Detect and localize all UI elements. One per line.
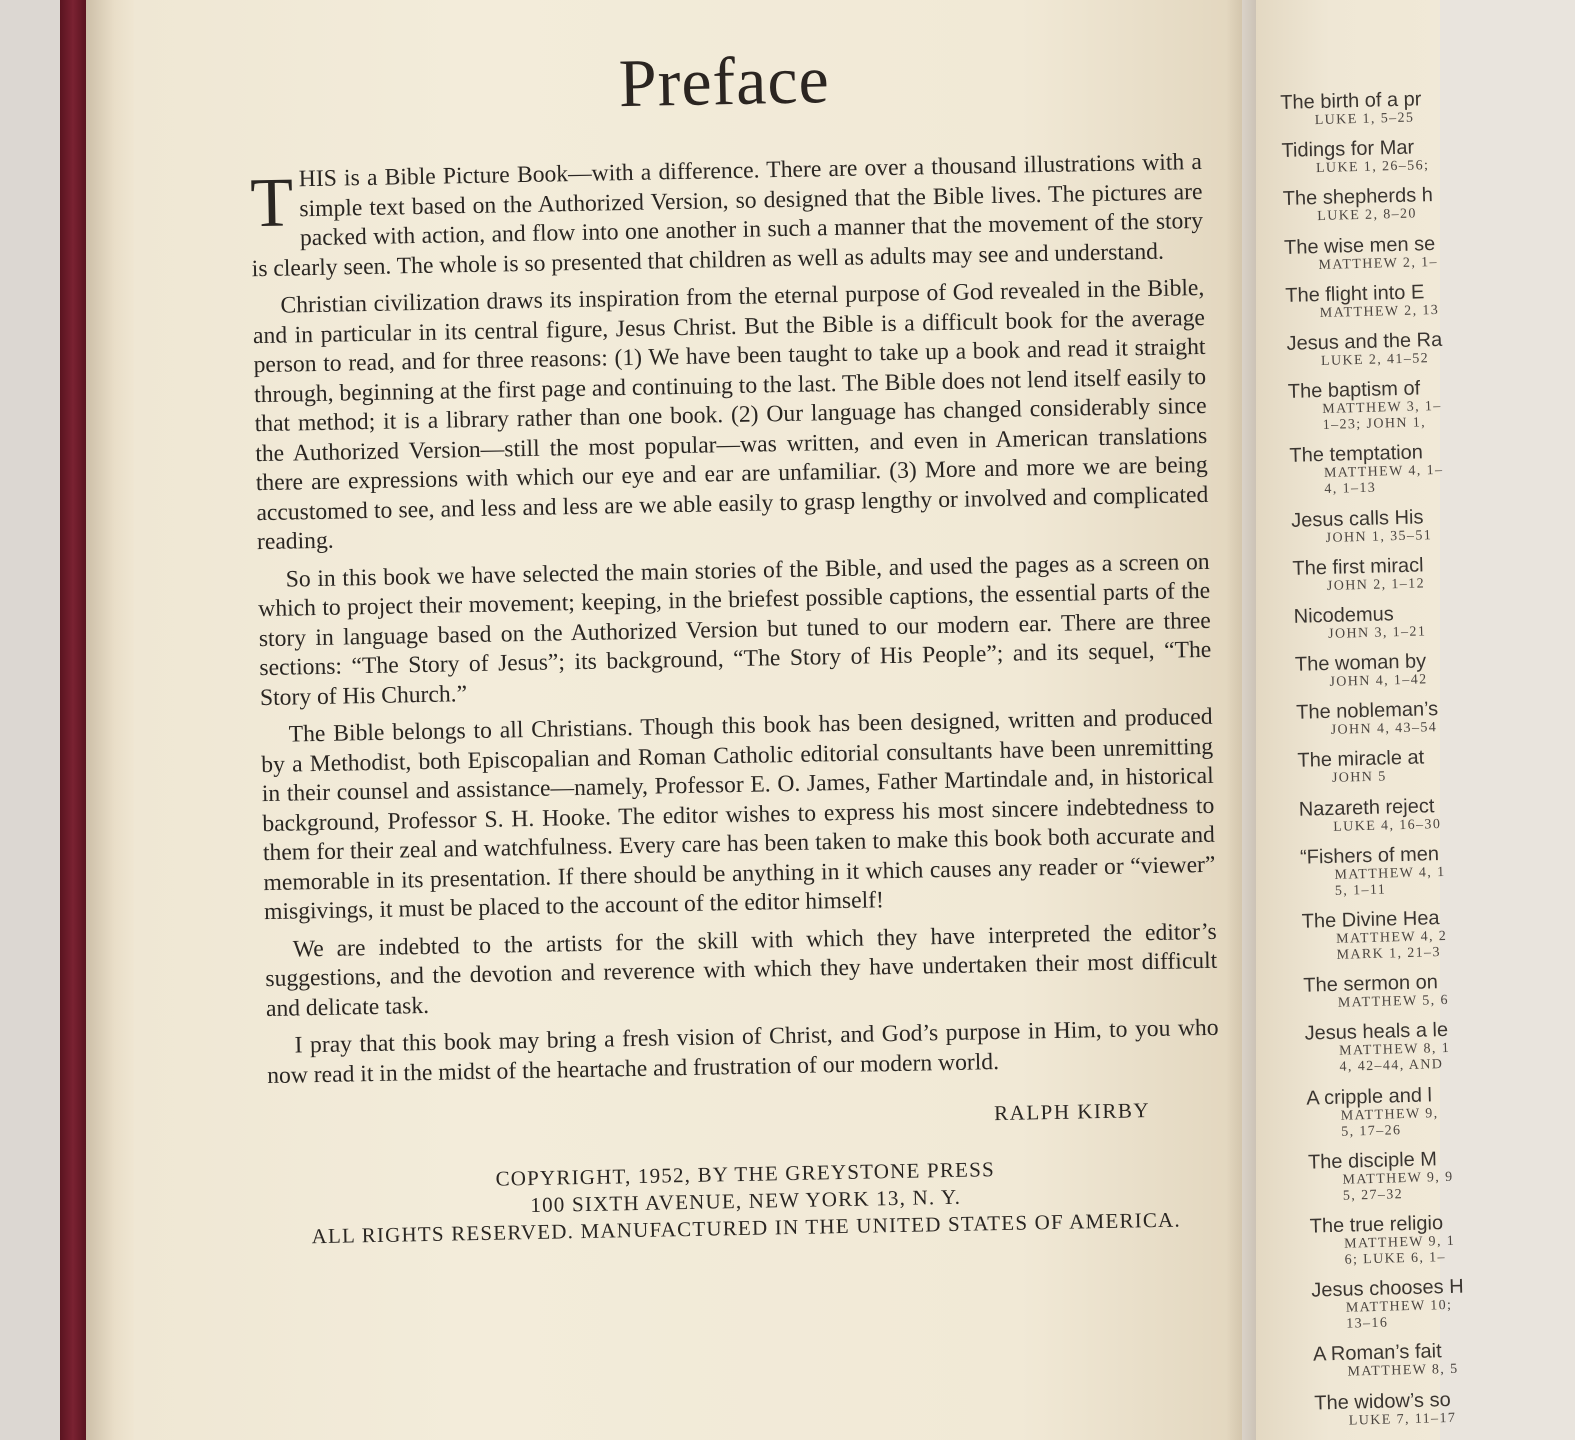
toc-entry-title: The widow’s so — [1314, 1388, 1451, 1415]
toc-entry — [1308, 1145, 1569, 1206]
toc-entry — [1288, 374, 1549, 435]
toc-entry-title: The first miracl — [1292, 554, 1424, 580]
toc-entry — [1298, 792, 1559, 837]
paragraph-3: So in this book we have selected the main stories of the Bible, and used the pages as a screen on which to project their movement; keeping, in the briefest possible captions, the essential parts of the story in language based on the Authorized Version but tuned to our modern ear. There are three sections: “The Story of Jesus”; its background, “The Story of His People”; and its sequel, “The Story of His Church.” — [258, 548, 1212, 711]
toc-entry — [1296, 695, 1557, 740]
paragraph-text: HIS is a Bible Picture Book—with a difference. There are over a thousand illustrations with a simple text based on the Authorized Version, so designed that the Bible lives. The pictures are packed with action, and flow into one another in such a manner that the movement of the story is clearly seen. The whole is so presented that children as well as adults may see and understand. — [251, 148, 1204, 282]
toc-entry — [1292, 551, 1553, 596]
right-page — [1256, 0, 1464, 1440]
toc-entry-reference: JOHN 1, 35–51 — [1325, 527, 1433, 546]
toc-entry — [1314, 1385, 1575, 1430]
toc-entry-title: Jesus heals a le — [1304, 1019, 1449, 1046]
paragraph-2: Christian civilization draws its inspiration from the eternal purpose of God revealed in the Bible, and in particular in its central figure, Jesus Christ. But the Bible is a difficult book for the average person to read, and for three reasons: (1) We have been taught to take up a book and read it straight through, beginning at the first page and continuing to the last. The Bible does not lend itself easily to that method; it is a library rather than one book. (2) Our language has changed considerably since the Authorized Version—still the most popular—was written, and even in American translations there are expressions with which our eye and ear are unfamiliar. (3) More and more we are being accustomed to see, and less and less are we able easily to grasp lengthy or involved and complicated reading. — [252, 274, 1209, 556]
page-edge — [86, 0, 134, 1440]
toc-entry — [1304, 1016, 1565, 1077]
toc-entry-reference: MATTHEW 4, 1 5, 1–11 — [1334, 864, 1446, 899]
toc-entry-reference: JOHN 4, 43–54 — [1330, 720, 1438, 739]
toc-entry-reference: MATTHEW 8, 5 — [1347, 1362, 1459, 1380]
toc-entry-title: The shepherds h — [1282, 184, 1434, 211]
toc-entry — [1306, 1080, 1567, 1141]
toc-entry-reference: MATTHEW 2, 1– — [1318, 254, 1439, 273]
toc-entry-reference: MATTHEW 9, 9 5, 27–32 — [1342, 1169, 1454, 1204]
paragraph-1 — [250, 148, 1204, 284]
paragraph-5: We are indebted to the artists for the skill with which they have interpreted the editor’s suggestions, and the devotion and reverence with which they have undertaken their most difficult and delicate task. — [265, 918, 1218, 1022]
toc-entry — [1309, 1209, 1570, 1270]
copyright-notice — [269, 1152, 1222, 1251]
toc-entry-reference: LUKE 1, 5–25 — [1314, 110, 1415, 129]
toc-entry — [1284, 230, 1545, 275]
toc-entry — [1280, 85, 1541, 130]
book-spine — [60, 0, 86, 1440]
toc-entry-title: Nicodemus — [1293, 603, 1395, 628]
toc-entry — [1289, 438, 1550, 499]
toc-entry-title: Jesus calls His — [1290, 505, 1424, 532]
page-title: Preface — [618, 41, 831, 122]
toc-entry-title: The true religio — [1309, 1212, 1444, 1238]
toc-entry-title: The wise men se — [1283, 232, 1436, 259]
signature: RALPH KIRBY — [993, 1098, 1151, 1126]
toc-entry-title: The nobleman’s — [1295, 698, 1439, 725]
toc-entry — [1295, 647, 1556, 692]
toc-entry-title: “Fishers of men — [1299, 842, 1440, 869]
toc-entry-reference: JOHN 5 — [1331, 769, 1387, 787]
toc-entry-title: The woman by — [1294, 650, 1427, 676]
toc-entry — [1281, 133, 1542, 178]
toc-entry-reference: MATTHEW 10; 13–16 — [1345, 1298, 1453, 1332]
toc-entry-title: A Roman’s fait — [1312, 1340, 1442, 1366]
toc-entry-reference: MATTHEW 3, 1– 1–23; JOHN 1, — [1322, 399, 1442, 434]
toc-entry — [1286, 326, 1547, 371]
toc-entry — [1311, 1273, 1572, 1334]
toc-entry-reference: MATTHEW 4, 2 MARK 1, 21–3 — [1336, 928, 1448, 963]
copyright-line: COPYRIGHT, 1952, BY THE GREYSTONE PRESS — [495, 1157, 996, 1191]
toc-entry — [1293, 599, 1554, 644]
paragraph-4: The Bible belongs to all Christians. Though this book has been designed, written and produced by a Methodist, both Episcopalian and Roman Catholic editorial consultants have been unremitting in their counsel and assistance—namely, Professor E. O. James, Father Martindale and, in historical background, Professor S. H. Hooke. The editor wishes to express his most sincere indebtedness to them for their zeal and watchfulness. Every care has been taken to make this book both accurate and memorable in its presentation. If there should be anything in it which causes any reader or “viewer” misgivings, it must be placed to the account of the editor himself! — [261, 703, 1216, 926]
toc-entry-title: The disciple M — [1307, 1148, 1438, 1174]
toc-entry-title: Jesus and the Ra — [1286, 328, 1443, 355]
toc-entry-title: The Divine Hea — [1301, 907, 1440, 933]
toc-entry-title: The miracle at — [1297, 746, 1425, 773]
toc-entry-reference: MATTHEW 5, 6 — [1337, 993, 1450, 1011]
copyright-line: ALL RIGHTS RESERVED. MANUFACTURED IN THE UNITED STATES OF AMERICA. — [311, 1207, 1182, 1249]
toc-entry — [1303, 968, 1564, 1013]
toc-entry-title: The temptation — [1289, 441, 1424, 468]
toc-entry-reference: MATTHEW 9, 5, 17–26 — [1340, 1105, 1439, 1140]
toc-entry-reference: MATTHEW 8, 1 4, 42–44, AND — [1338, 1041, 1451, 1076]
toc-entry-title: Tidings for Mar — [1281, 136, 1415, 163]
toc-entry-reference: JOHN 3, 1–21 — [1328, 624, 1427, 642]
toc-entry-reference: LUKE 2, 8–20 — [1317, 206, 1418, 225]
toc-entry — [1283, 182, 1544, 227]
paragraph-6: I pray that this book may bring a fresh vision of Christ, and God’s purpose in Him, to you who now read it in the midst of the heartache and frustration of our modern world. — [266, 1014, 1219, 1089]
toc-entry-title: The birth of a pr — [1280, 88, 1422, 114]
toc-entry-reference: LUKE 1, 26–56; — [1315, 158, 1430, 177]
toc-entry — [1285, 278, 1546, 323]
toc-entry-title: The baptism of — [1287, 377, 1421, 404]
toc-entry-reference: MATTHEW 9, 1 6; LUKE 6, 1– — [1343, 1233, 1456, 1268]
toc-entry-reference: MATTHEW 4, 1– 4, 1–13 — [1323, 463, 1444, 498]
toc-entry-title: The flight into E — [1285, 281, 1425, 307]
toc-entry-reference: LUKE 2, 41–52 — [1320, 351, 1430, 369]
toc-entry-reference: JOHN 4, 1–42 — [1329, 672, 1428, 690]
table-of-contents — [1280, 85, 1575, 1440]
toc-entry — [1291, 503, 1552, 548]
toc-entry-reference: MATTHEW 2, 13 — [1319, 302, 1440, 321]
preface-page — [247, 21, 1226, 1439]
toc-entry — [1300, 840, 1561, 901]
drop-cap: T — [249, 164, 294, 243]
toc-entry — [1301, 904, 1562, 965]
toc-entry-title: Jesus chooses H — [1311, 1275, 1464, 1302]
background-left — [0, 0, 62, 1440]
toc-entry-title: The sermon on — [1303, 971, 1439, 997]
toc-entry — [1313, 1337, 1574, 1382]
toc-entry-reference: LUKE 7, 11–17 — [1348, 1410, 1457, 1429]
toc-entry-reference: LUKE 4, 16–30 — [1333, 816, 1442, 835]
copyright-line: 100 SIXTH AVENUE, NEW YORK 13, N. Y. — [530, 1184, 962, 1218]
toc-entry-reference: JOHN 2, 1–12 — [1326, 576, 1426, 594]
toc-entry-title: Nazareth reject — [1298, 794, 1435, 821]
toc-entry — [1297, 743, 1558, 788]
toc-entry-title: A cripple and l — [1306, 1083, 1433, 1110]
